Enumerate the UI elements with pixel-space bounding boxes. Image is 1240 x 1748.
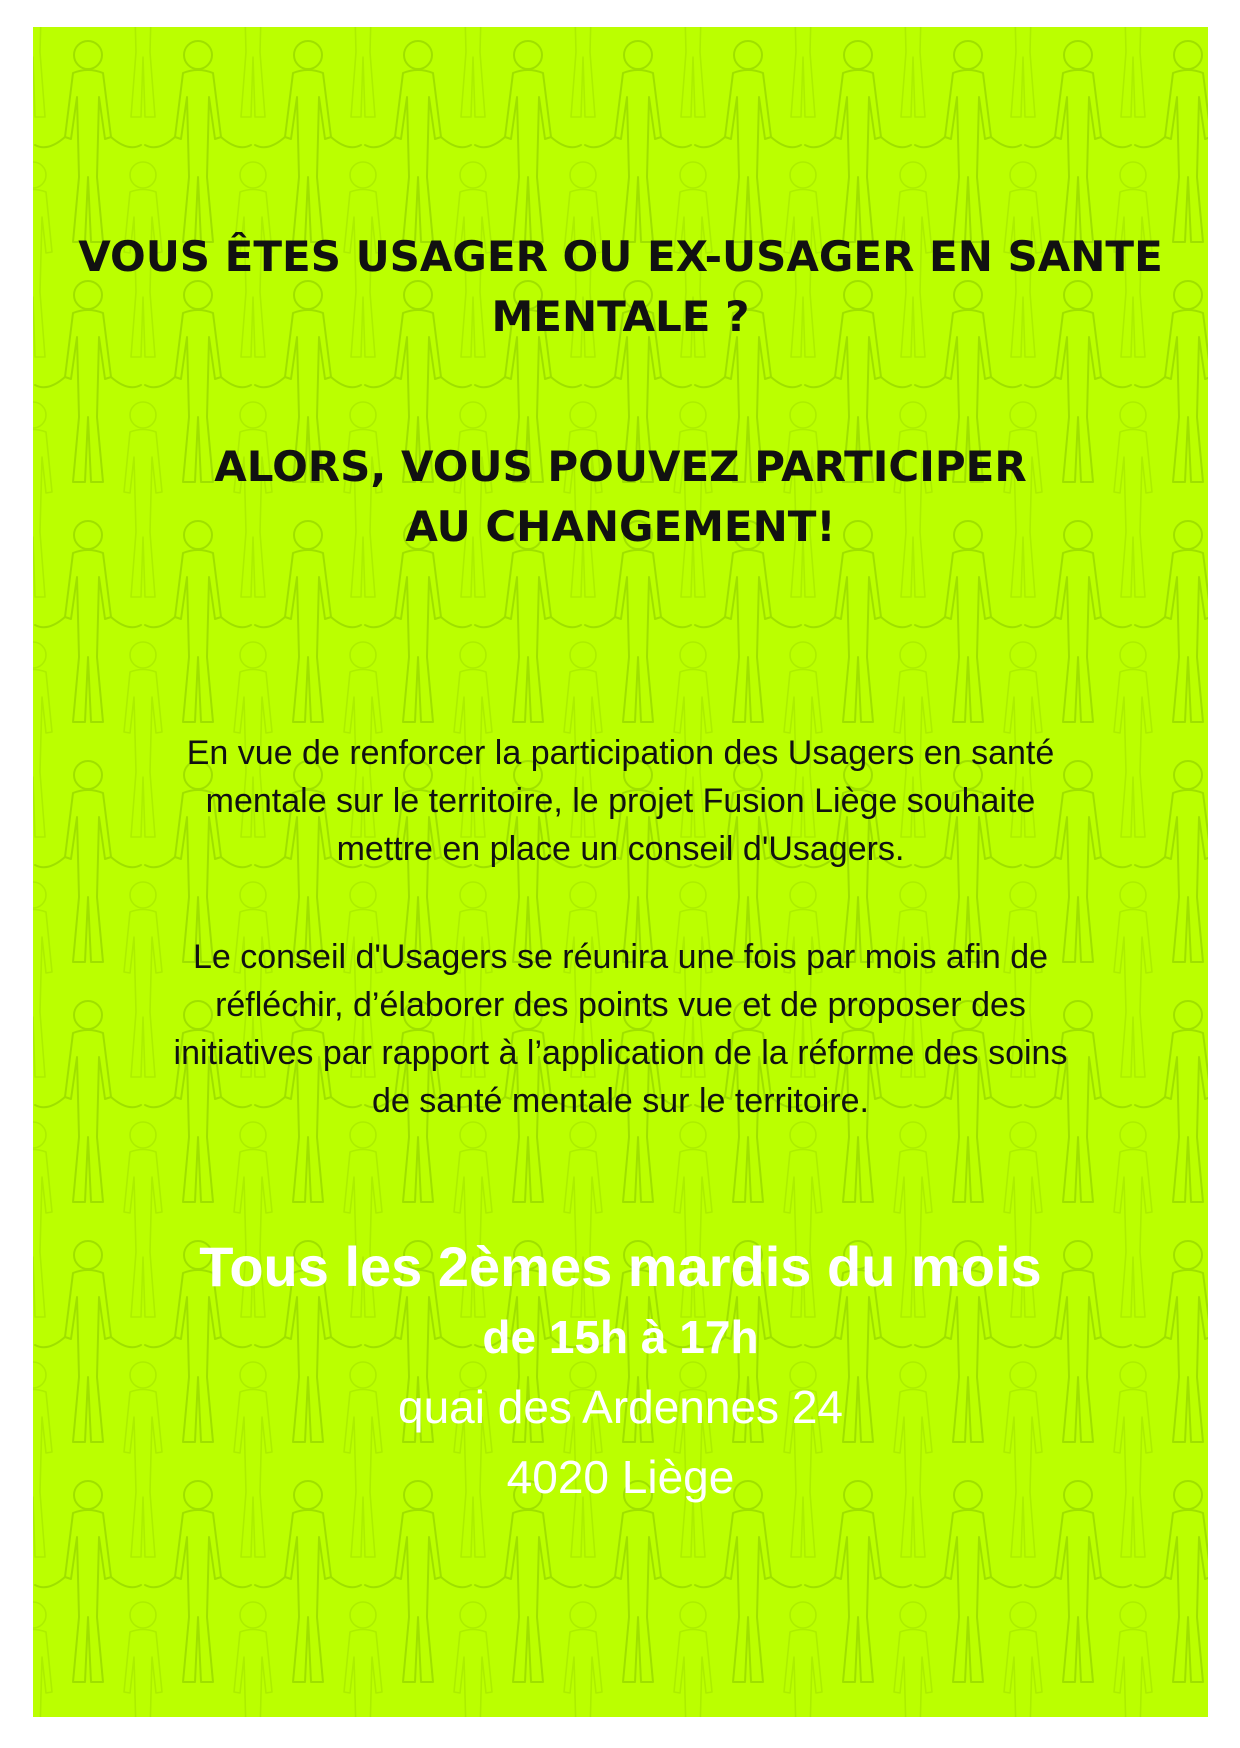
- headline-line-1: ALORS, VOUS POUVEZ PARTICIPER: [214, 442, 1027, 491]
- intro-line: mettre en place un conseil d'Usagers.: [336, 830, 905, 868]
- address-city: 4020 Liège: [506, 1451, 735, 1503]
- question-heading: [33, 227, 1208, 347]
- headline-line-2: AU CHANGEMENT!: [405, 502, 836, 551]
- schedule-days: Tous les 2èmes mardis du mois: [199, 1235, 1042, 1298]
- council-line: réfléchir, d’élaborer des points vue et de proposer des: [215, 986, 1026, 1024]
- intro-line: En vue de renforcer la participation des Usagers en santé: [186, 734, 1055, 772]
- question-line-2: MENTALE ?: [491, 292, 750, 341]
- council-line: de santé mentale sur le territoire.: [371, 1082, 870, 1120]
- council-line: initiatives par rapport à l’application de la réforme des soins: [173, 1034, 1068, 1072]
- intro-paragraph: [53, 729, 1188, 873]
- council-line: Le conseil d'Usagers se réunira une fois par mois afin de: [192, 938, 1049, 976]
- address-street: quai des Ardennes 24: [397, 1381, 844, 1433]
- question-line-1: VOUS ÊTES USAGER OU EX-USAGER EN SANTE: [78, 232, 1163, 281]
- intro-line: mentale sur le territoire, le projet Fusion Liège souhaite: [205, 782, 1036, 820]
- headline: [33, 437, 1208, 557]
- poster: [33, 27, 1208, 1717]
- schedule-hours: de 15h à 17h: [482, 1311, 759, 1363]
- council-paragraph: [53, 933, 1188, 1125]
- poster-content: [33, 27, 1208, 1717]
